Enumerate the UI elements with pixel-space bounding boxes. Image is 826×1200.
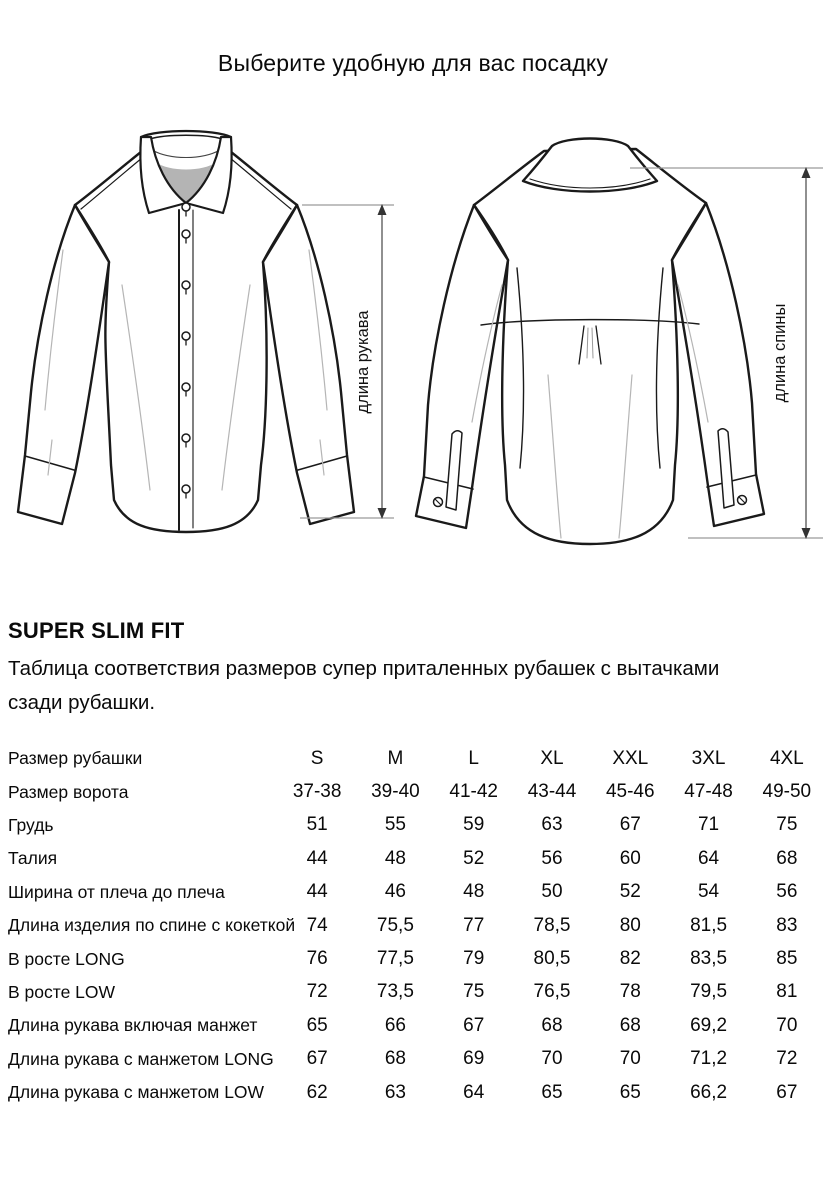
section-description — [8, 652, 820, 720]
size-value: 60 — [619, 847, 641, 869]
row-label: Размер ворота — [8, 781, 129, 802]
size-value: 68 — [541, 1014, 563, 1036]
table-row — [8, 1076, 826, 1109]
row-label: Длина рукава включая манжет — [8, 1015, 258, 1036]
section-heading: SUPER SLIM FIT — [8, 618, 185, 643]
size-value: 64 — [697, 847, 720, 869]
size-value: 67 — [463, 1014, 485, 1036]
size-value: 85 — [776, 948, 798, 970]
table-row — [8, 742, 826, 775]
size-value: 43-44 — [527, 781, 577, 803]
row-label: В росте LONG — [8, 948, 125, 969]
back-length-label: длина спины — [771, 303, 789, 403]
size-value: 65 — [619, 1081, 641, 1103]
size-value: 75 — [463, 981, 485, 1003]
size-table — [8, 742, 826, 1109]
front-left-sleeve — [18, 205, 109, 524]
row-label: Длина рукава с манжетом LONG — [8, 1048, 274, 1069]
shirt-size-diagram — [0, 110, 826, 610]
size-value: 71,2 — [690, 1048, 728, 1070]
size-value: 83,5 — [690, 948, 728, 970]
size-value: 73,5 — [376, 981, 414, 1003]
size-value: 39-40 — [371, 781, 420, 803]
size-value: 3XL — [691, 747, 726, 769]
size-value: 67 — [619, 814, 641, 836]
size-value: 4XL — [769, 747, 804, 769]
table-row — [8, 775, 826, 808]
size-value: 80 — [619, 914, 641, 936]
size-value: 72 — [776, 1048, 798, 1070]
size-value: 67 — [776, 1081, 798, 1103]
size-value: 45-46 — [605, 781, 655, 803]
table-row — [8, 942, 826, 975]
size-value: 66 — [384, 1014, 406, 1036]
front-right-sleeve — [263, 205, 354, 524]
back-left-sleeve — [416, 205, 508, 528]
size-value: 63 — [384, 1081, 406, 1103]
row-label: Длина рукава с манжетом LOW — [8, 1082, 265, 1103]
row-label: В росте LOW — [8, 981, 116, 1002]
size-value: S — [310, 747, 324, 769]
size-value: 74 — [306, 914, 328, 936]
table-row — [8, 976, 826, 1009]
size-value: 81,5 — [690, 914, 728, 936]
size-value: 44 — [306, 847, 328, 869]
arrowhead-down — [802, 528, 811, 539]
size-value: 76,5 — [533, 981, 571, 1003]
size-value: 52 — [619, 881, 641, 903]
row-label: Длина изделия по спине с кокеткой — [8, 915, 296, 936]
size-value: 71 — [697, 814, 720, 836]
size-value: 81 — [776, 981, 798, 1003]
size-value: 75,5 — [376, 914, 414, 936]
size-value: 72 — [306, 981, 328, 1003]
size-value: 55 — [384, 814, 406, 836]
size-value: 48 — [384, 847, 406, 869]
size-value: 69 — [463, 1048, 485, 1070]
row-label: Грудь — [8, 814, 54, 835]
back-right-sleeve — [672, 203, 764, 526]
size-value: 52 — [463, 847, 485, 869]
size-value: 83 — [776, 914, 798, 936]
size-value: XXL — [612, 747, 649, 769]
size-value: 70 — [541, 1048, 563, 1070]
size-value: 65 — [306, 1014, 328, 1036]
table-row — [8, 1043, 826, 1076]
size-value: 44 — [306, 881, 328, 903]
size-value: 76 — [306, 948, 328, 970]
size-value: 80,5 — [533, 948, 571, 970]
size-value: 37-38 — [292, 781, 342, 803]
size-value: 68 — [384, 1048, 406, 1070]
size-value: 79 — [463, 948, 485, 970]
back-collar — [523, 139, 657, 192]
size-value: 67 — [306, 1048, 328, 1070]
sleeve-length-label: длина рукава — [354, 310, 372, 414]
size-value: 47-48 — [684, 781, 733, 803]
size-value: 70 — [619, 1048, 641, 1070]
table-row — [8, 809, 826, 842]
arrowhead-up — [378, 204, 387, 215]
size-value: 63 — [541, 814, 563, 836]
size-value: 66,2 — [690, 1081, 728, 1103]
table-row — [8, 1009, 826, 1042]
size-value: 59 — [463, 814, 485, 836]
back-torso — [474, 149, 706, 544]
size-value: 64 — [463, 1081, 485, 1103]
shirt-front-drawing — [18, 131, 354, 532]
size-value: 62 — [306, 1081, 328, 1103]
size-value: 77,5 — [376, 948, 414, 970]
size-value: 77 — [463, 914, 485, 936]
table-row — [8, 876, 826, 909]
size-value: 79,5 — [690, 981, 728, 1003]
description-line: сзади рубашки. — [8, 691, 156, 714]
row-label: Талия — [8, 848, 58, 869]
arrowhead-down — [378, 508, 387, 519]
size-value: 46 — [384, 881, 406, 903]
table-row — [8, 842, 826, 875]
row-label: Размер рубашки — [8, 748, 143, 769]
size-value: L — [468, 747, 479, 769]
size-value: 41-42 — [449, 781, 498, 803]
size-value: 75 — [776, 814, 798, 836]
size-value: 54 — [697, 881, 720, 903]
size-value: 68 — [619, 1014, 641, 1036]
size-value: 51 — [306, 814, 328, 836]
size-value: M — [387, 747, 404, 769]
size-value: 49-50 — [762, 781, 812, 803]
size-value: 69,2 — [690, 1014, 728, 1036]
size-value: 78,5 — [533, 914, 571, 936]
size-value: 48 — [463, 881, 485, 903]
size-value: 68 — [776, 847, 798, 869]
shirt-back-drawing — [416, 139, 764, 545]
description-line: Таблица соответствия размеров супер приталенных рубашек с вытачками — [8, 657, 720, 680]
size-value: 50 — [541, 881, 563, 903]
size-value: XL — [540, 747, 564, 769]
arrowhead-up — [802, 167, 811, 178]
table-row — [8, 909, 826, 942]
size-value: 70 — [776, 1014, 798, 1036]
size-value: 56 — [541, 847, 563, 869]
size-value: 78 — [619, 981, 641, 1003]
page-title: Выберите удобную для вас посадку — [217, 50, 609, 76]
row-label: Ширина от плеча до плеча — [8, 881, 225, 902]
size-value: 82 — [619, 948, 641, 970]
size-value: 56 — [776, 881, 798, 903]
size-value: 65 — [541, 1081, 563, 1103]
